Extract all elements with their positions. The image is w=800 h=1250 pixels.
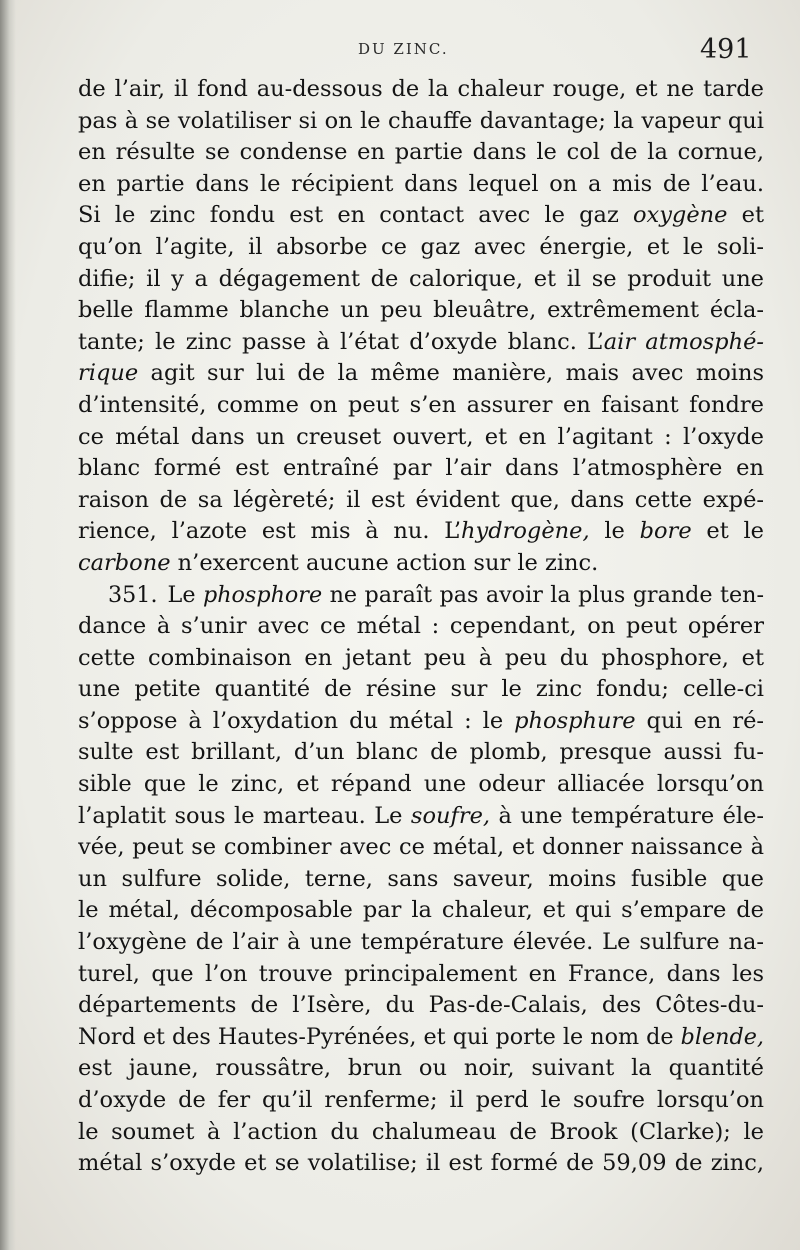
text-run: et [727,202,764,229]
text-line: un sulfure solide, terne, sans saveur, moins fusible que [78,865,764,892]
body-text [78,74,764,1180]
text-line: d’intensité, comme on peut s’en assurer en faisant fondre [78,391,764,418]
text-line: l’oxygène de l’air à une température élevée. Le sulfure na- [78,929,764,956]
text-line: pas à se volatiliser si on le chauffe davantage; la vapeur qui [78,107,764,134]
text-run: à une température éle- [490,802,764,829]
text-run: l’aplatit sous le marteau. Le [78,802,411,829]
text-line: est jaune, roussâtre, brun ou noir, suivant la quantité [78,1055,764,1082]
text-line: cette combinaison en jetant peu à peu du phosphore, et [78,644,764,671]
text-line: métal s’oxyde et se volatilise; il est formé de 59,09 de zinc, [78,1150,764,1177]
binding-gutter-shadow [0,0,16,1250]
text-line: en résulte se condense en partie dans le col de la cornue, [78,139,764,166]
text-line: une petite quantité de résine sur le zinc fondu; celle-ci [78,676,764,703]
text-line [78,706,764,738]
text-line: difie; il y a dégagement de calorique, et il se produit une [78,265,764,292]
italic-term: blende, [680,1023,764,1050]
page-number: 491 [700,34,752,65]
text-line: départements de l’Isère, du Pas-de-Calais, des Côtes-du- [78,992,764,1019]
text-line: le soumet à l’action du chalumeau de Brook (Clarke); le [78,1118,764,1145]
text-line: dance à s’unir avec ce métal : cependant, on peut opérer [78,613,764,640]
text-run: rience, l’azote est mis à nu. L’ [78,518,462,545]
text-line [78,327,764,359]
text-line: raison de sa légèreté; il est évident que, dans cette expé- [78,486,764,513]
text-line [78,516,764,548]
text-run: ne paraît pas avoir la plus grande ten- [322,581,764,608]
text-line [78,548,764,580]
italic-term: hydrogène, [461,518,590,545]
text-line: sible que le zinc, et répand une odeur alliacée lorsqu’on [78,771,764,798]
italic-term: phosphore [202,581,323,608]
text-run: Si le zinc fondu est en contact avec le gaz [78,202,633,229]
text-line [78,358,764,390]
page-header [0,34,800,74]
italic-term: phosphure [514,707,636,734]
italic-term: rique [78,360,139,387]
text-run: agit sur lui de la même manière, mais avec moins [138,360,764,387]
text-line: d’oxyde de fer qu’il renferme; il perd le soufre lorsqu’on [78,1087,764,1113]
text-line [78,200,764,232]
text-line: de l’air, il fond au-dessous de la chaleur rouge, et ne tarde [78,76,764,102]
text-run: tante; le zinc passe à l’état d’oxyde blanc. L’ [78,328,604,355]
text-line [78,801,764,833]
text-run: Nord et des Hautes-Pyrénées, et qui porte le nom de [78,1023,681,1050]
paragraph-start-line [78,580,764,612]
italic-term: oxygène [632,202,728,229]
text-run: qui en ré- [635,707,764,734]
text-line: turel, que l’on trouve principalement en France, dans les [78,960,764,987]
text-line: ce métal dans un creuset ouvert, et en l’agitant : l’oxyde [78,423,764,450]
italic-term: bore [639,518,692,545]
text-run: le [589,518,640,545]
text-line [78,1022,764,1054]
text-line: vée, peut se combiner avec ce métal, et donner naissance à [78,834,764,861]
text-line: blanc formé est entraîné par l’air dans l’atmosphère en [78,455,764,482]
text-run: n’exercent aucune action sur le zinc. [170,549,599,576]
text-line: en partie dans le récipient dans lequel on a mis de l’eau. [78,170,764,197]
paragraph-number: 351. [108,581,158,608]
italic-term: soufre, [410,802,491,829]
italic-term: air atmosphé- [603,328,764,355]
running-title: DU ZINC. [358,40,449,58]
text-run: Le [167,581,203,608]
text-line: le métal, décomposable par la chaleur, et qui s’empare de [78,897,764,924]
text-run: s’oppose à l’oxydation du métal : le [78,707,515,734]
text-line: belle flamme blanche un peu bleuâtre, extrêmement écla- [78,297,764,324]
text-run: et le [691,518,764,545]
text-line: qu’on l’agite, il absorbe ce gaz avec énergie, et le soli- [78,233,764,260]
text-line: sulte est brillant, d’un blanc de plomb, presque aussi fu- [78,739,764,766]
italic-term: carbone [78,549,171,576]
